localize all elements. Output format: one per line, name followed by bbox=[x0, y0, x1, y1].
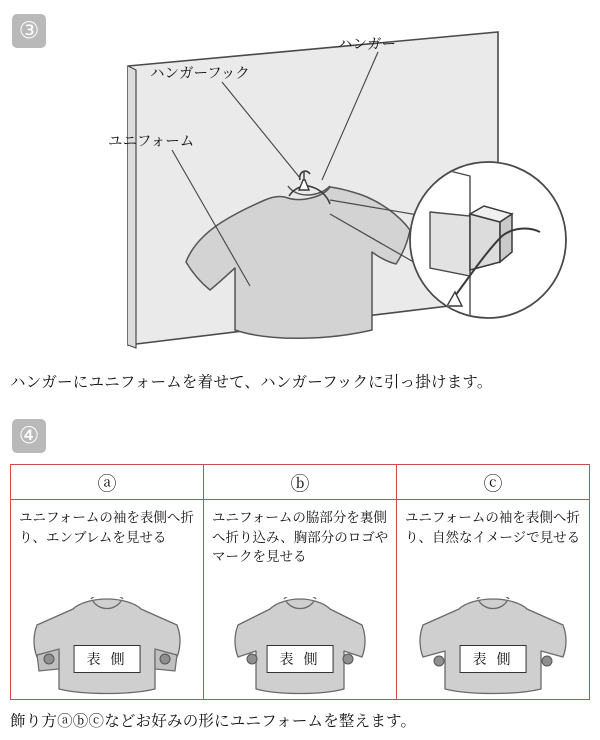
option-b-illustration bbox=[204, 592, 396, 699]
option-a-header: ⓐ bbox=[11, 465, 203, 500]
step-3-badge: ③ bbox=[12, 14, 46, 48]
option-c-header: ⓒ bbox=[397, 465, 589, 500]
option-column-b bbox=[204, 465, 397, 699]
label-hanger: ハンガー bbox=[338, 37, 396, 53]
option-column-c bbox=[397, 465, 589, 699]
option-column-a bbox=[11, 465, 204, 699]
option-c-shirt-label: 表 側 bbox=[460, 645, 527, 673]
step-4-badge: ④ bbox=[12, 419, 46, 453]
option-b-shirt-label: 表 側 bbox=[267, 645, 334, 673]
step-4-caption: 飾り方ⓐⓑⓒなどお好みの形にユニフォームを整えます。 bbox=[10, 713, 417, 730]
option-b-header: ⓑ bbox=[204, 465, 396, 500]
option-a-illustration bbox=[11, 592, 203, 699]
step-3-caption: ハンガーにユニフォームを着せて、ハンガーフックに引っ掛けます。 bbox=[10, 374, 493, 391]
label-uniform: ユニフォーム bbox=[108, 134, 195, 150]
option-a-text: ユニフォームの袖を表側へ折り、エンブレムを見せる bbox=[19, 510, 194, 545]
option-c-text: ユニフォームの袖を表側へ折り、自然なイメージで見せる bbox=[405, 510, 581, 545]
step-3-illustration bbox=[0, 0, 600, 360]
label-hanger-hook: ハンガーフック bbox=[150, 66, 250, 82]
option-b-text: ユニフォームの脇部分を裏側へ折り込み、胸部分のロゴやマークを見せる bbox=[212, 510, 389, 565]
option-a-shirt-label: 表 側 bbox=[74, 645, 141, 673]
option-c-illustration bbox=[397, 592, 589, 699]
display-options-table bbox=[10, 464, 590, 700]
